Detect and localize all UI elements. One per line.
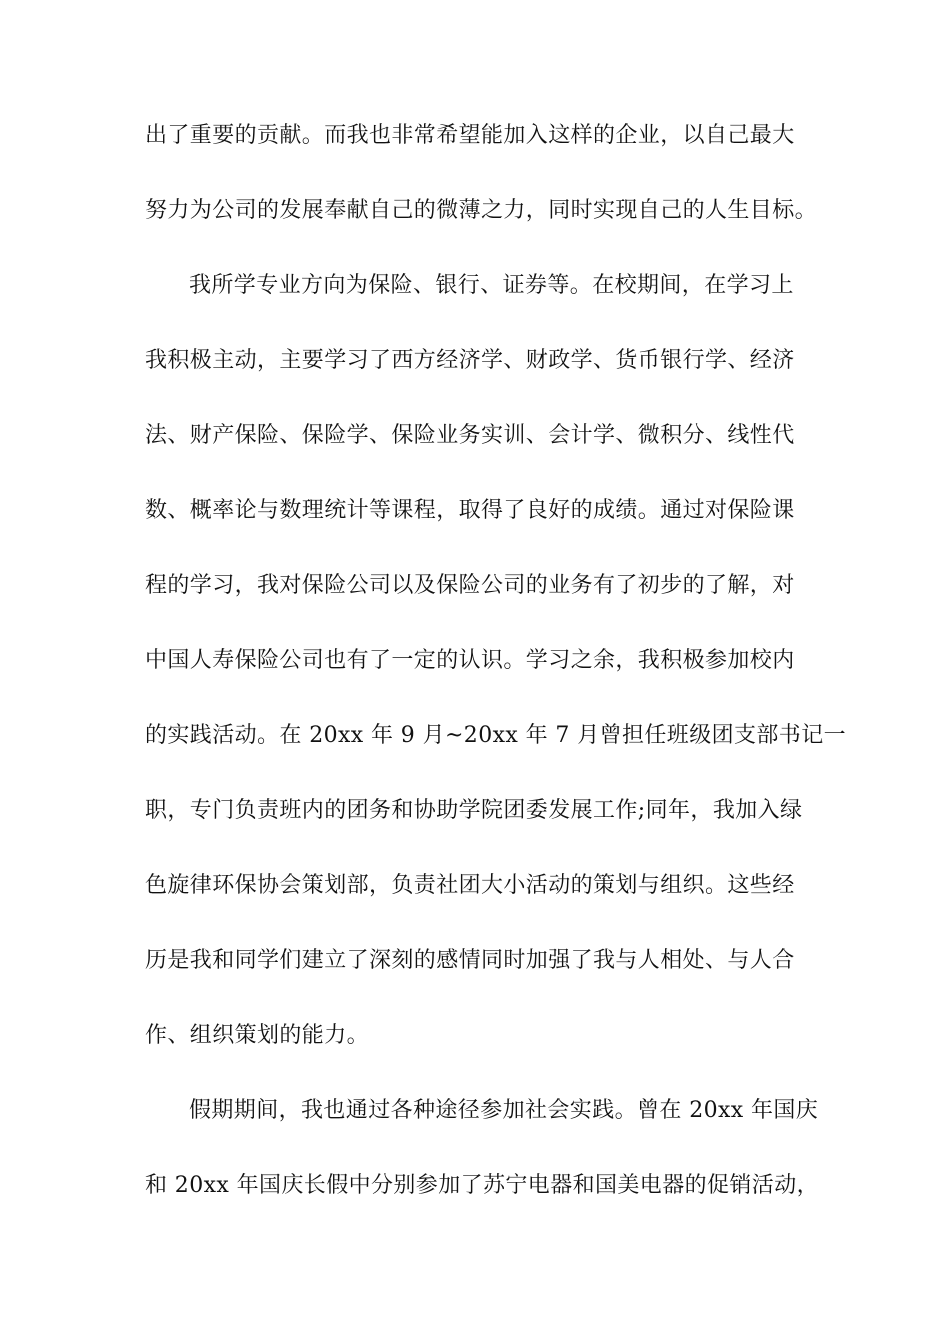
text-line: 历是我和同学们建立了深刻的感情同时加强了我与人相处、与人合 <box>145 948 795 973</box>
text-line: 法、财产保险、保险学、保险业务实训、会计学、微积分、线性代 <box>145 423 795 448</box>
document-body <box>145 120 846 1245</box>
text-line: 色旋律环保协会策划部，负责社团大小活动的策划与组织。这些经 <box>145 873 795 898</box>
text-line: 数、概率论与数理统计等课程，取得了良好的成绩。通过对保险课 <box>145 498 795 523</box>
text-line: 程的学习，我对保险公司以及保险公司的业务有了初步的了解，对 <box>145 573 795 598</box>
text-line: 职，专门负责班内的团务和协助学院团委发展工作;同年，我加入绿 <box>145 798 803 823</box>
text-line: 努力为公司的发展奉献自己的微薄之力，同时实现自己的人生目标。 <box>145 198 818 223</box>
text-line: 中国人寿保险公司也有了一定的认识。学习之余，我积极参加校内 <box>145 648 795 673</box>
paragraph-start-line: 我所学专业方向为保险、银行、证券等。在校期间，在学习上 <box>189 273 794 298</box>
text-line: 的实践活动。在 20xx 年 9 月~20xx 年 7 月曾担任班级团支部书记一 <box>145 723 846 748</box>
paragraph-start-line: 假期期间，我也通过各种途径参加社会实践。曾在 20xx 年国庆 <box>189 1098 819 1123</box>
text-line: 我积极主动，主要学习了西方经济学、财政学、货币银行学、经济 <box>145 348 795 373</box>
text-line: 和 20xx 年国庆长假中分别参加了苏宁电器和国美电器的促销活动， <box>145 1173 819 1198</box>
text-line: 作、组织策划的能力。 <box>145 1023 370 1048</box>
text-line: 出了重要的贡献。而我也非常希望能加入这样的企业，以自己最大 <box>145 123 795 148</box>
